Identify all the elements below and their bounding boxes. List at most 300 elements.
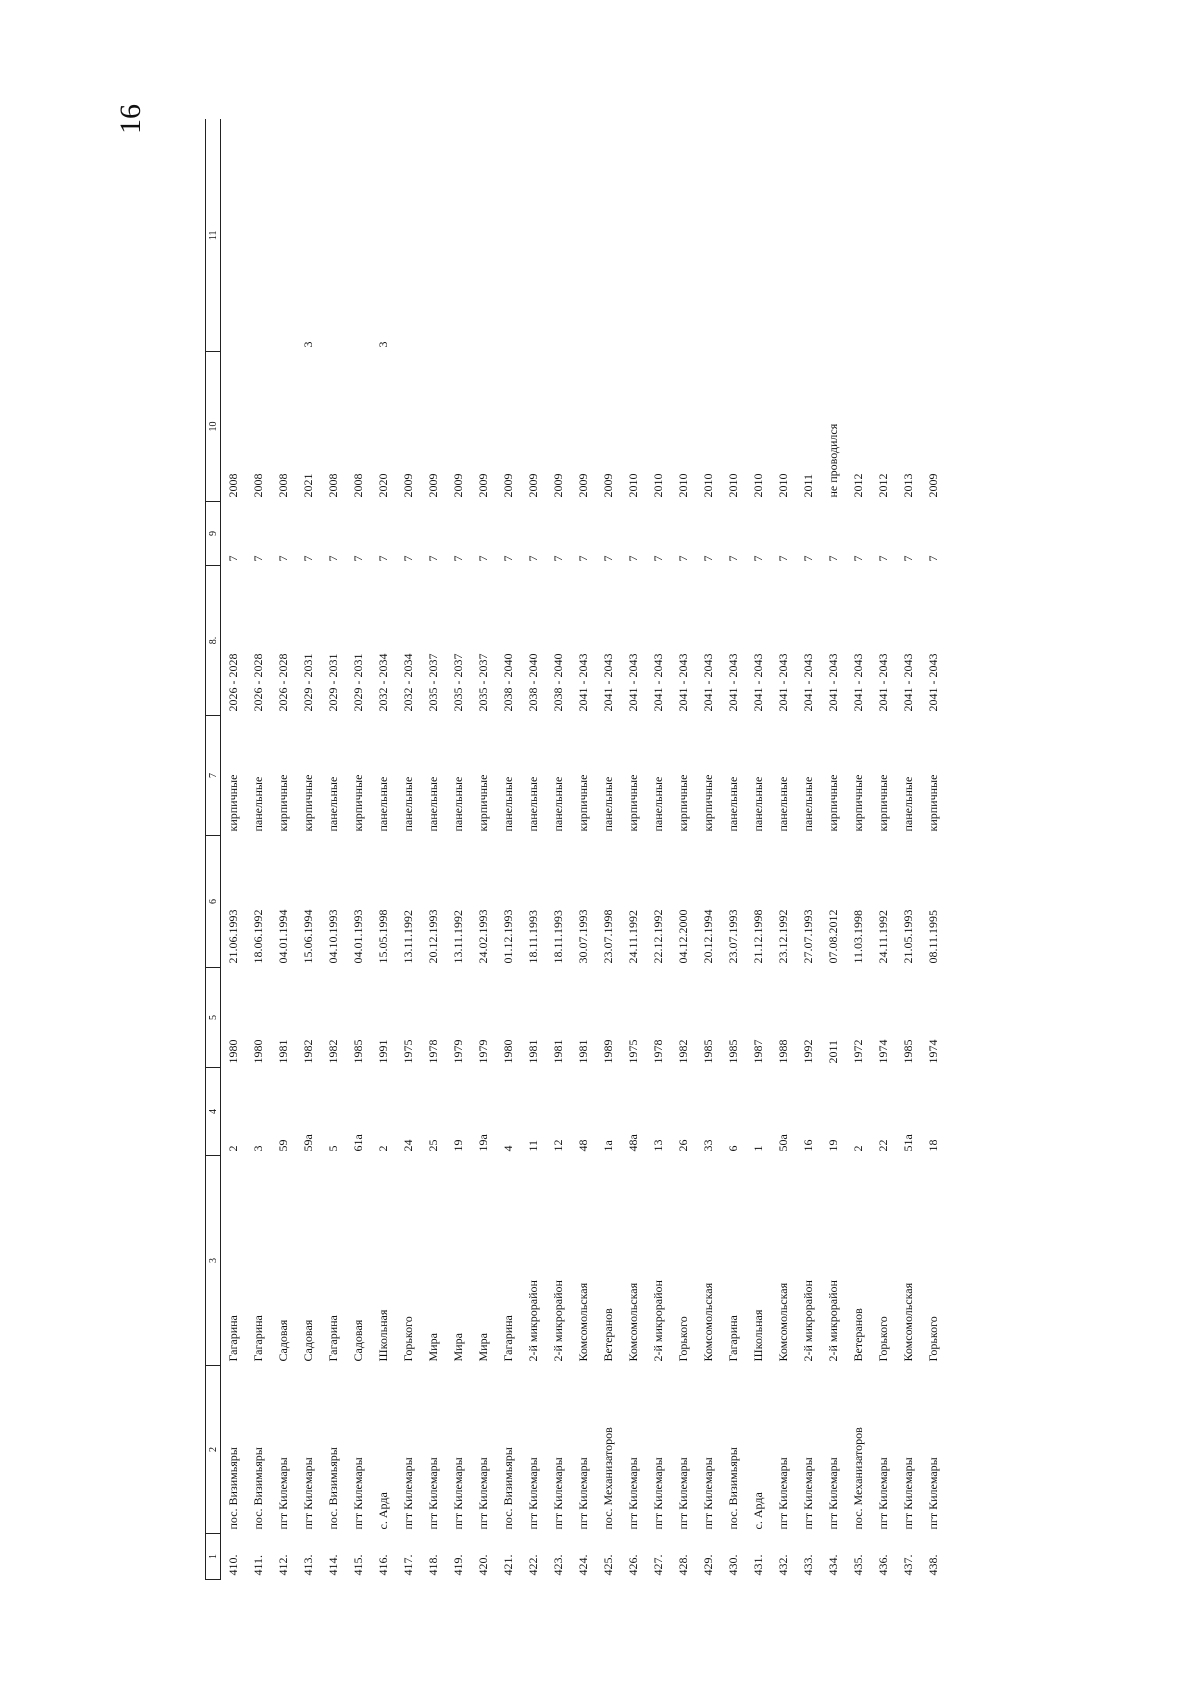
note-cell — [721, 120, 746, 352]
house-number-cell: 26 — [676, 1139, 690, 1152]
repair-period-cell: 2041 - 2043 — [676, 653, 690, 712]
repair-period-cell: 2041 - 2043 — [576, 653, 590, 712]
last-repair-year-cell: 2009 — [501, 473, 515, 498]
privatization-date-cell: 22.12.1992 — [651, 909, 665, 964]
repair-period-cell: 2041 - 2043 — [926, 653, 940, 712]
last-repair-year-cell: 2010 — [726, 473, 740, 498]
locality-cell: пгт Килемары — [526, 1457, 540, 1530]
build-year-cell: 1978 — [651, 1039, 665, 1064]
house-number-cell: 22 — [876, 1139, 890, 1152]
last-repair-year-cell: 2011 — [801, 473, 815, 498]
row-number-cell: 431. — [751, 1554, 765, 1576]
privatization-date-cell: 18.06.1992 — [251, 909, 265, 964]
column-header-1: 1 — [206, 1534, 221, 1580]
last-repair-year-cell: 2010 — [751, 473, 765, 498]
house-number-cell: 1а — [601, 1140, 615, 1152]
build-year-cell: 1975 — [626, 1039, 640, 1064]
repair-period-cell: 2026 - 2028 — [226, 653, 240, 712]
last-repair-year-cell: 2020 — [376, 473, 390, 498]
row-number-cell: 411. — [251, 1554, 265, 1576]
row-number-cell: 415. — [351, 1554, 365, 1576]
last-repair-year-cell: 2009 — [426, 473, 440, 498]
note-cell — [246, 120, 271, 352]
last-repair-year-cell: 2009 — [601, 473, 615, 498]
street-cell: Комсомольская — [576, 1282, 590, 1362]
build-year-cell: 1989 — [601, 1039, 615, 1064]
house-number-cell: 3 — [251, 1145, 265, 1152]
privatization-date-cell: 15.05.1998 — [376, 909, 390, 964]
last-repair-year-cell: не проводился — [826, 423, 840, 498]
build-year-cell: 1981 — [276, 1039, 290, 1064]
wall-material-cell: кирпичные — [626, 774, 640, 832]
column-header-4: 4 — [206, 1068, 221, 1156]
table-row — [546, 120, 571, 1580]
repair-type-cell: 7 — [551, 555, 565, 562]
table-row — [746, 120, 771, 1580]
last-repair-year-cell: 2008 — [276, 473, 290, 498]
note-cell — [546, 120, 571, 352]
housing-register-table — [205, 120, 946, 1581]
last-repair-year-cell: 2009 — [476, 473, 490, 498]
repair-period-cell: 2041 - 2043 — [901, 653, 915, 712]
table-row — [796, 120, 821, 1580]
repair-type-cell: 7 — [501, 555, 515, 562]
column-header-10: 10 — [206, 352, 221, 502]
wall-material-cell: панельные — [801, 776, 815, 832]
repair-type-cell: 7 — [626, 555, 640, 562]
wall-material-cell: кирпичные — [351, 774, 365, 832]
build-year-cell: 1979 — [476, 1039, 490, 1064]
note-cell — [646, 120, 671, 352]
row-number-cell: 410. — [226, 1554, 240, 1576]
build-year-cell: 1985 — [351, 1039, 365, 1064]
repair-type-cell: 7 — [526, 555, 540, 562]
street-cell: Горького — [876, 1316, 890, 1362]
repair-period-cell: 2041 - 2043 — [876, 653, 890, 712]
repair-period-cell: 2041 - 2043 — [801, 653, 815, 712]
repair-period-cell: 2026 - 2028 — [276, 653, 290, 712]
page-number: 16 — [114, 104, 147, 134]
row-number-cell: 414. — [326, 1554, 340, 1576]
house-number-cell: 18 — [926, 1139, 940, 1152]
last-repair-year-cell: 2010 — [626, 473, 640, 498]
last-repair-year-cell: 2010 — [651, 473, 665, 498]
build-year-cell: 1982 — [326, 1039, 340, 1064]
house-number-cell: 19а — [476, 1134, 490, 1152]
privatization-date-cell: 27.07.1993 — [801, 909, 815, 964]
table-row — [596, 120, 621, 1580]
locality-cell: пос. Визимьяры — [326, 1447, 340, 1530]
repair-type-cell: 7 — [876, 555, 890, 562]
repair-type-cell: 7 — [851, 555, 865, 562]
house-number-cell: 19 — [451, 1139, 465, 1152]
wall-material-cell: кирпичные — [576, 774, 590, 832]
locality-cell: пгт Килемары — [451, 1457, 465, 1530]
last-repair-year-cell: 2009 — [926, 473, 940, 498]
locality-cell: пгт Килемары — [476, 1457, 490, 1530]
note-cell — [621, 120, 646, 352]
table-row — [296, 120, 321, 1580]
table-row — [696, 120, 721, 1580]
repair-period-cell: 2041 - 2043 — [776, 653, 790, 712]
table-row — [846, 120, 871, 1580]
row-number-cell: 412. — [276, 1554, 290, 1576]
wall-material-cell: панельные — [726, 776, 740, 832]
repair-type-cell: 7 — [676, 555, 690, 562]
table-header — [206, 120, 221, 1580]
row-number-cell: 418. — [426, 1554, 440, 1576]
house-number-cell: 1 — [751, 1145, 765, 1152]
street-cell: Мира — [476, 1333, 490, 1362]
repair-type-cell: 7 — [751, 555, 765, 562]
house-number-cell: 50а — [776, 1134, 790, 1152]
wall-material-cell: кирпичные — [676, 774, 690, 832]
repair-period-cell: 2041 - 2043 — [726, 653, 740, 712]
note-cell — [871, 120, 896, 352]
repair-type-cell: 7 — [301, 555, 315, 562]
privatization-date-cell: 24.11.1992 — [876, 909, 890, 964]
privatization-date-cell: 15.06.1994 — [301, 909, 315, 964]
build-year-cell: 1974 — [876, 1039, 890, 1064]
street-cell: 2-й микрорайон — [826, 1280, 840, 1362]
table-row — [771, 120, 796, 1580]
build-year-cell: 1974 — [926, 1039, 940, 1064]
house-number-cell: 19 — [826, 1139, 840, 1152]
house-number-cell: 2 — [226, 1145, 240, 1152]
note-cell — [421, 120, 446, 352]
privatization-date-cell: 08.11.1995 — [926, 909, 940, 964]
build-year-cell: 1982 — [301, 1039, 315, 1064]
street-cell: Садовая — [276, 1319, 290, 1362]
column-header-7: 7 — [206, 716, 221, 836]
street-cell: Садовая — [301, 1319, 315, 1362]
note-cell — [346, 120, 371, 352]
privatization-date-cell: 13.11.1992 — [451, 909, 465, 964]
last-repair-year-cell: 2009 — [551, 473, 565, 498]
street-cell: Ветеранов — [851, 1308, 865, 1362]
build-year-cell: 1988 — [776, 1039, 790, 1064]
house-number-cell: 59 — [276, 1139, 290, 1152]
privatization-date-cell: 18.11.1993 — [551, 909, 565, 964]
table-row — [396, 120, 421, 1580]
wall-material-cell: панельные — [901, 776, 915, 832]
privatization-date-cell: 04.12.2000 — [676, 909, 690, 964]
note-cell — [921, 120, 946, 352]
table-row — [471, 120, 496, 1580]
privatization-date-cell: 13.11.1992 — [401, 909, 415, 964]
column-header-6: 6 — [206, 836, 221, 968]
build-year-cell: 1980 — [501, 1039, 515, 1064]
wall-material-cell: панельные — [251, 776, 265, 832]
repair-period-cell: 2032 - 2034 — [401, 653, 415, 712]
privatization-date-cell: 04.01.1993 — [351, 909, 365, 964]
last-repair-year-cell: 2008 — [251, 473, 265, 498]
wall-material-cell: панельные — [426, 776, 440, 832]
wall-material-cell: кирпичные — [301, 774, 315, 832]
wall-material-cell: кирпичные — [826, 774, 840, 832]
street-cell: Школьная — [751, 1309, 765, 1362]
street-cell: Гагарина — [326, 1315, 340, 1362]
privatization-date-cell: 11.03.1998 — [851, 909, 865, 964]
house-number-cell: 48а — [626, 1134, 640, 1152]
house-number-cell: 5 — [326, 1145, 340, 1152]
last-repair-year-cell: 2009 — [526, 473, 540, 498]
row-number-cell: 428. — [676, 1554, 690, 1576]
wall-material-cell: кирпичные — [876, 774, 890, 832]
wall-material-cell: кирпичные — [926, 774, 940, 832]
locality-cell: пгт Килемары — [551, 1457, 565, 1530]
repair-period-cell: 2038 - 2040 — [551, 653, 565, 712]
house-number-cell: 16 — [801, 1139, 815, 1152]
locality-cell: пгт Килемары — [876, 1457, 890, 1530]
house-number-cell: 12 — [551, 1139, 565, 1152]
privatization-date-cell: 24.11.1992 — [626, 909, 640, 964]
table-row — [271, 120, 296, 1580]
row-number-cell: 419. — [451, 1554, 465, 1576]
repair-period-cell: 2032 - 2034 — [376, 653, 390, 712]
repair-type-cell: 7 — [651, 555, 665, 562]
wall-material-cell: панельные — [776, 776, 790, 832]
row-number-cell: 425. — [601, 1554, 615, 1576]
last-repair-year-cell: 2021 — [301, 473, 315, 498]
house-number-cell: 25 — [426, 1139, 440, 1152]
table-row — [871, 120, 896, 1580]
street-cell: Комсомольская — [701, 1282, 715, 1362]
table-row — [221, 120, 247, 1580]
street-cell: Комсомольская — [776, 1282, 790, 1362]
locality-cell: пос. Визимьяры — [726, 1447, 740, 1530]
build-year-cell: 1985 — [726, 1039, 740, 1064]
table-row — [421, 120, 446, 1580]
repair-type-cell: 7 — [801, 555, 815, 562]
privatization-date-cell: 23.12.1992 — [776, 909, 790, 964]
street-cell: Гагарина — [226, 1315, 240, 1362]
row-number-cell: 416. — [376, 1554, 390, 1576]
locality-cell: пгт Килемары — [676, 1457, 690, 1530]
privatization-date-cell: 01.12.1993 — [501, 909, 515, 964]
column-header-11: 11 — [206, 120, 221, 352]
note-cell — [271, 120, 296, 352]
house-number-cell: 6 — [726, 1145, 740, 1152]
locality-cell: пгт Килемары — [826, 1457, 840, 1530]
repair-type-cell: 7 — [476, 555, 490, 562]
last-repair-year-cell: 2008 — [326, 473, 340, 498]
house-number-cell: 11 — [526, 1139, 540, 1152]
repair-period-cell: 2041 - 2043 — [626, 653, 640, 712]
row-number-cell: 433. — [801, 1554, 815, 1576]
column-header-3: 3 — [206, 1156, 221, 1366]
wall-material-cell: панельные — [526, 776, 540, 832]
row-number-cell: 421. — [501, 1554, 515, 1576]
street-cell: Комсомольская — [626, 1282, 640, 1362]
last-repair-year-cell: 2012 — [876, 473, 890, 498]
build-year-cell: 1972 — [851, 1039, 865, 1064]
privatization-date-cell: 20.12.1994 — [701, 909, 715, 964]
street-cell: 2-й микрорайон — [551, 1280, 565, 1362]
column-header-9: 9 — [206, 502, 221, 566]
note-cell — [746, 120, 771, 352]
note-cell — [896, 120, 921, 352]
repair-type-cell: 7 — [376, 555, 390, 562]
house-number-cell: 59а — [301, 1134, 315, 1152]
repair-type-cell: 7 — [226, 555, 240, 562]
house-number-cell: 48 — [576, 1139, 590, 1152]
privatization-date-cell: 04.01.1994 — [276, 909, 290, 964]
wall-material-cell: панельные — [601, 776, 615, 832]
build-year-cell: 1979 — [451, 1039, 465, 1064]
locality-cell: пгт Килемары — [301, 1457, 315, 1530]
build-year-cell: 1991 — [376, 1039, 390, 1064]
locality-cell: пгт Килемары — [776, 1457, 790, 1530]
build-year-cell: 1982 — [676, 1039, 690, 1064]
house-number-cell: 4 — [501, 1145, 515, 1152]
street-cell: Садовая — [351, 1319, 365, 1362]
street-cell: Горького — [676, 1316, 690, 1362]
note-cell — [671, 120, 696, 352]
last-repair-year-cell: 2012 — [851, 473, 865, 498]
repair-type-cell: 7 — [426, 555, 440, 562]
privatization-date-cell: 30.07.1993 — [576, 909, 590, 964]
repair-type-cell: 7 — [926, 555, 940, 562]
row-number-cell: 426. — [626, 1554, 640, 1576]
locality-cell: пгт Килемары — [651, 1457, 665, 1530]
house-number-cell: 24 — [401, 1139, 415, 1152]
note-cell: 3 — [376, 341, 390, 348]
row-number-cell: 435. — [851, 1554, 865, 1576]
row-number-cell: 437. — [901, 1554, 915, 1576]
street-cell: Гагарина — [726, 1315, 740, 1362]
repair-period-cell: 2029 - 2031 — [301, 653, 315, 712]
row-number-cell: 417. — [401, 1554, 415, 1576]
house-number-cell: 13 — [651, 1139, 665, 1152]
table-row — [346, 120, 371, 1580]
repair-period-cell: 2038 - 2040 — [526, 653, 540, 712]
wall-material-cell: кирпичные — [851, 774, 865, 832]
repair-type-cell: 7 — [701, 555, 715, 562]
row-number-cell: 423. — [551, 1554, 565, 1576]
row-number-cell: 427. — [651, 1554, 665, 1576]
repair-type-cell: 7 — [326, 555, 340, 562]
build-year-cell: 1992 — [801, 1039, 815, 1064]
table-row — [446, 120, 471, 1580]
repair-type-cell: 7 — [726, 555, 740, 562]
table-row — [646, 120, 671, 1580]
wall-material-cell: кирпичные — [476, 774, 490, 832]
table-row — [246, 120, 271, 1580]
build-year-cell: 2011 — [826, 1039, 840, 1064]
locality-cell: пос. Визимьяры — [501, 1447, 515, 1530]
note-cell — [796, 120, 821, 352]
street-cell: Школьная — [376, 1309, 390, 1362]
privatization-date-cell: 20.12.1993 — [426, 909, 440, 964]
repair-period-cell: 2041 - 2043 — [751, 653, 765, 712]
street-cell: Комсомольская — [901, 1282, 915, 1362]
repair-type-cell: 7 — [451, 555, 465, 562]
row-number-cell: 438. — [926, 1554, 940, 1576]
rotated-table-block — [205, 120, 985, 1580]
repair-period-cell: 2026 - 2028 — [251, 653, 265, 712]
row-number-cell: 430. — [726, 1554, 740, 1576]
wall-material-cell: панельные — [376, 776, 390, 832]
locality-cell: пгт Килемары — [426, 1457, 440, 1530]
repair-type-cell: 7 — [826, 555, 840, 562]
locality-cell: пос. Визимьяры — [251, 1447, 265, 1530]
repair-period-cell: 2041 - 2043 — [701, 653, 715, 712]
street-cell: Гагарина — [501, 1315, 515, 1362]
repair-period-cell: 2035 - 2037 — [476, 653, 490, 712]
house-number-cell: 2 — [376, 1145, 390, 1152]
note-cell — [471, 120, 496, 352]
repair-period-cell: 2038 - 2040 — [501, 653, 515, 712]
row-number-cell: 420. — [476, 1554, 490, 1576]
privatization-date-cell: 24.02.1993 — [476, 909, 490, 964]
wall-material-cell: панельные — [651, 776, 665, 832]
repair-period-cell: 2029 - 2031 — [326, 653, 340, 712]
privatization-date-cell: 18.11.1993 — [526, 909, 540, 964]
last-repair-year-cell: 2009 — [576, 473, 590, 498]
build-year-cell: 1980 — [251, 1039, 265, 1064]
privatization-date-cell: 23.07.1993 — [726, 909, 740, 964]
table-row — [921, 120, 946, 1580]
table-row — [896, 120, 921, 1580]
last-repair-year-cell: 2008 — [226, 473, 240, 498]
header-row — [206, 120, 221, 1580]
locality-cell: пос. Механизаторов — [601, 1427, 615, 1530]
locality-cell: пгт Килемары — [351, 1457, 365, 1530]
street-cell: Гагарина — [251, 1315, 265, 1362]
note-cell — [521, 120, 546, 352]
note-cell — [596, 120, 621, 352]
build-year-cell: 1975 — [401, 1039, 415, 1064]
privatization-date-cell: 23.07.1998 — [601, 909, 615, 964]
build-year-cell: 1981 — [551, 1039, 565, 1064]
note-cell — [696, 120, 721, 352]
house-number-cell: 51а — [901, 1134, 915, 1152]
note-cell — [821, 120, 846, 352]
build-year-cell: 1987 — [751, 1039, 765, 1064]
repair-period-cell: 2029 - 2031 — [351, 653, 365, 712]
locality-cell: пгт Килемары — [401, 1457, 415, 1530]
repair-period-cell: 2041 - 2043 — [651, 653, 665, 712]
table-row — [496, 120, 521, 1580]
repair-type-cell: 7 — [401, 555, 415, 562]
table-row — [371, 120, 396, 1580]
locality-cell: пгт Килемары — [576, 1457, 590, 1530]
wall-material-cell: панельные — [551, 776, 565, 832]
row-number-cell: 424. — [576, 1554, 590, 1576]
row-number-cell: 436. — [876, 1554, 890, 1576]
repair-type-cell: 7 — [901, 555, 915, 562]
wall-material-cell: панельные — [501, 776, 515, 832]
wall-material-cell: панельные — [401, 776, 415, 832]
note-cell — [771, 120, 796, 352]
note-cell — [846, 120, 871, 352]
build-year-cell: 1980 — [226, 1039, 240, 1064]
note-cell — [496, 120, 521, 352]
wall-material-cell: панельные — [751, 776, 765, 832]
build-year-cell: 1985 — [701, 1039, 715, 1064]
build-year-cell: 1985 — [901, 1039, 915, 1064]
column-header-5: 5 — [206, 968, 221, 1068]
last-repair-year-cell: 2008 — [351, 473, 365, 498]
repair-type-cell: 7 — [351, 555, 365, 562]
street-cell: Горького — [926, 1316, 940, 1362]
table-row — [821, 120, 846, 1580]
locality-cell: пос. Визимьяры — [226, 1447, 240, 1530]
house-number-cell: 61а — [351, 1134, 365, 1152]
repair-type-cell: 7 — [276, 555, 290, 562]
repair-type-cell: 7 — [776, 555, 790, 562]
